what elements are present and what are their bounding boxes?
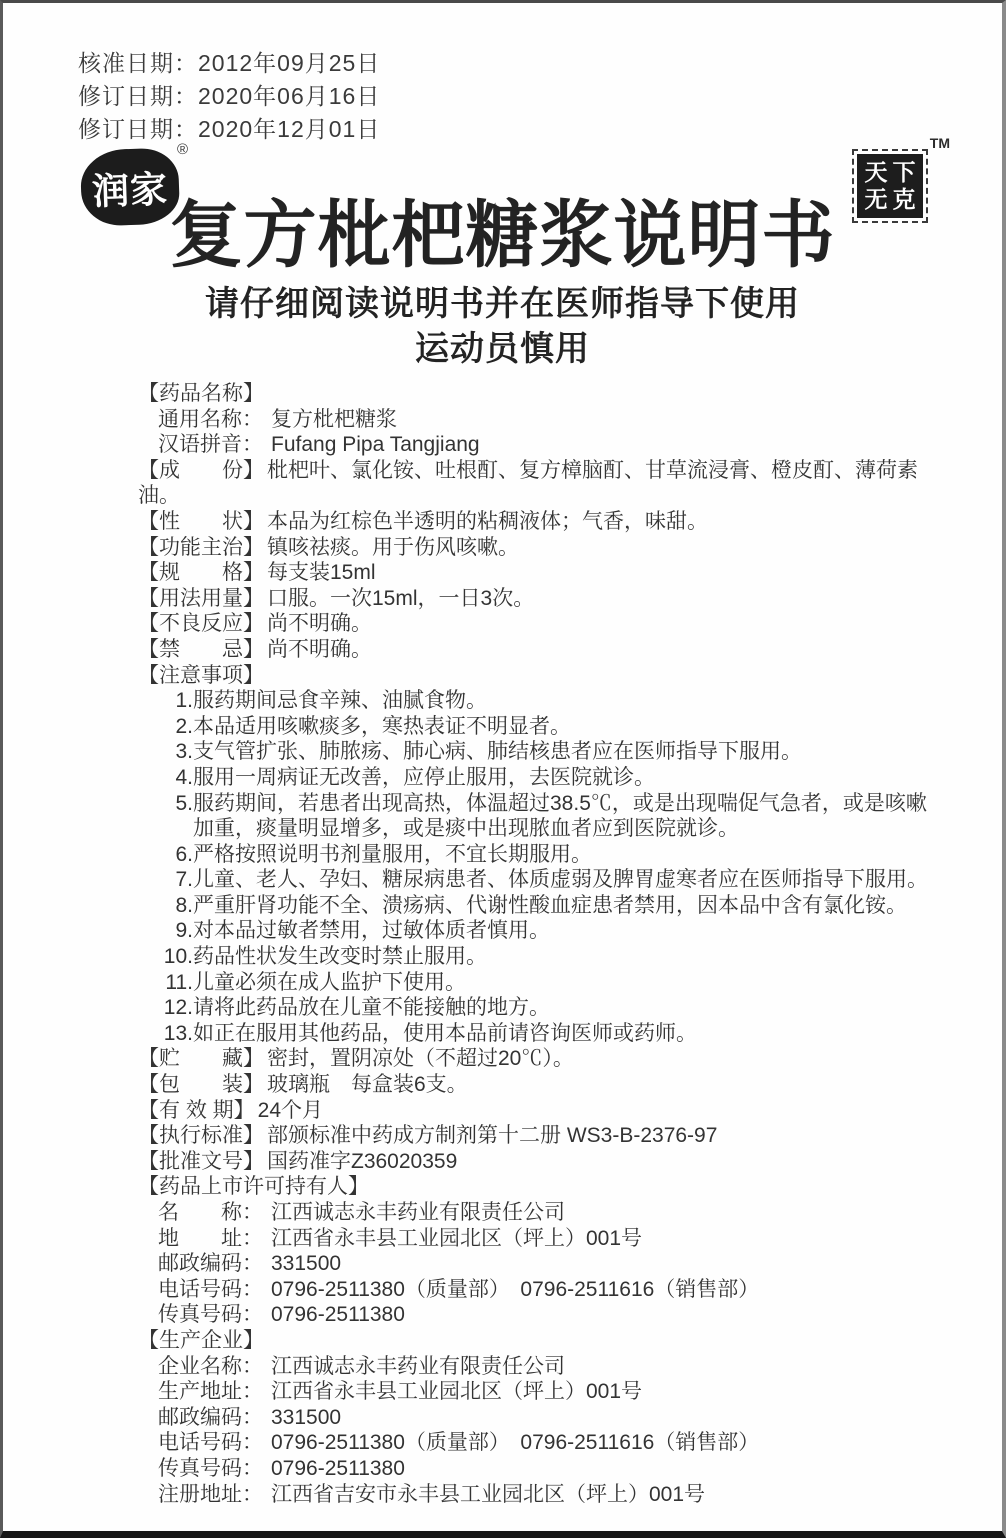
field-label: 邮政编码： [158,1405,263,1429]
spec-line: 8.严重肝肾功能不全、溃疡病、代谢性酸血症患者禁用，因本品中含有氯化铵。 [138,893,930,919]
spec-line: 通用名称： 复方枇杷糖浆 [158,407,397,431]
field-label: 【包 装】 [138,1073,264,1097]
item-number: 4. [175,765,193,789]
spec-line: 传真号码： 0796-2511380 [158,1456,405,1480]
field-label: 【有 效 期】 [138,1098,255,1122]
spec-line: 电话号码： 0796-2511380（质量部） 0796-2511616（销售部） [158,1277,760,1301]
field-label: 【注意事项】 [138,663,264,687]
item-number: 3. [175,740,193,764]
item-number: 11. [165,970,193,994]
field-label: 【药品名称】 [138,382,264,405]
athlete-caution-notice: 运动员慎用 [415,330,590,368]
field-label: 地 址： [158,1226,263,1250]
spec-line [138,381,930,407]
field-label: 【禁 忌】 [138,637,264,661]
field-label: 生产地址： [158,1380,263,1404]
field-label: 邮政编码： [158,1252,263,1276]
spec-line: 【有 效 期】 24个月 [138,1098,324,1122]
spec-line: 汉语拼音： Fufang Pipa Tangjiang [158,433,480,457]
seal-row-top: 天下 [864,159,921,185]
spec-line: 邮政编码： 331500 [158,1405,342,1429]
spec-line: 11.儿童必须在成人监护下使用。 [138,970,930,996]
tm-symbol: TM [929,135,950,151]
spec-line: 【包 装】 玻璃瓶 每盒装6支。 [138,1073,468,1097]
field-label: 【生产企业】 [138,1328,264,1352]
spec-line: 地 址： 江西省永丰县工业园北区（坪上）001号 [158,1226,643,1250]
field-label: 传真号码： [158,1303,263,1327]
field-label: 【药品上市许可持有人】 [138,1175,369,1199]
approval-dates [78,47,380,146]
spec-line: 3.支气管扩张、肺脓疡、肺心病、肺结核患者应在医师指导下服用。 [138,739,930,765]
item-number: 7. [175,868,193,892]
spec-line: 【禁 忌】 尚不明确。 [138,637,372,661]
spec-line: 企业名称： 江西诚志永丰药业有限责任公司 [158,1354,565,1378]
spec-line: 【用法用量】 口服。一次15ml，一日3次。 [138,586,535,610]
spec-line: 【功能主治】 镇咳祛痰。用于伤风咳嗽。 [138,535,519,559]
field-label: 【成 份】 [138,458,264,482]
field-label: 注册地址： [158,1482,263,1506]
field-label: 通用名称： [158,407,263,431]
item-number: 13. [163,1021,193,1045]
date-line: 核准日期：2012年09月25日 [78,50,381,76]
item-number: 6. [175,842,193,866]
spec-line [138,1328,930,1354]
spec-line: 注册地址： 江西省吉安市永丰县工业园北区（坪上）001号 [158,1482,706,1506]
spec-line: 【性 状】 本品为红棕色半透明的粘稠液体；气香，味甜。 [138,509,708,533]
spec-line: 【贮 藏】 密封，置阴凉处（不超过20℃）。 [138,1047,574,1071]
spec-line: 10.药品性状发生改变时禁止服用。 [138,944,930,970]
spec-line: 【批准文号】 国药准字Z36020359 [138,1149,458,1173]
spec-body [138,381,930,1507]
item-number: 8. [175,893,193,917]
field-label: 【用法用量】 [138,586,264,610]
item-number: 9. [175,919,193,943]
seal-row-bottom: 无克 [864,186,921,212]
spec-line: 【不良反应】 尚不明确。 [138,612,372,636]
item-number: 1. [175,689,193,713]
field-label: 【批准文号】 [138,1149,264,1173]
spec-line: 7.儿童、老人、孕妇、糖尿病患者、体质虚弱及脾胃虚寒者应在医师指导下服用。 [138,867,930,893]
field-label: 企业名称： [158,1354,263,1378]
date-line: 修订日期：2020年12月01日 [78,116,381,142]
spec-line [138,663,930,689]
date-line: 修订日期：2020年06月16日 [78,83,381,109]
spec-line: 2.本品适用咳嗽痰多，寒热表证不明显者。 [138,714,930,740]
spec-line: 5.服药期间，若患者出现高热，体温超过38.5℃，或是出现喘促气急者，或是咳嗽加重，痰量明显增多，或是痰中出现脓血者应到医院就诊。 [138,791,930,842]
spec-line: 【成 份】 枇杷叶、氯化铵、吐根酊、复方樟脑酊、甘草流浸膏、橙皮酊、薄荷素油。 [138,458,918,508]
field-label: 【规 格】 [138,561,264,585]
spec-line: 6.严格按照说明书剂量服用，不宜长期服用。 [138,842,930,868]
spec-line: 电话号码： 0796-2511380（质量部） 0796-2511616（销售部） [158,1431,760,1455]
field-label: 电话号码： [158,1431,263,1455]
read-carefully-notice: 请仔细阅读说明书并在医师指导下使用 [205,285,800,323]
spec-line [138,1174,930,1200]
item-number: 10. [163,945,193,969]
title-block [3,193,1002,371]
spec-line: 邮政编码： 331500 [158,1252,342,1276]
spec-line: 【执行标准】 部颁标准中药成方制剂第十二册 WS3-B-2376-97 [138,1124,718,1148]
spec-line: 名 称： 江西诚志永丰药业有限责任公司 [158,1201,565,1224]
spec-line: 9.对本品过敏者禁用，过敏体质者慎用。 [138,918,930,944]
spec-line: 生产地址： 江西省永丰县工业园北区（坪上）001号 [158,1380,643,1404]
field-label: 【贮 藏】 [138,1047,264,1071]
item-number: 12. [163,996,193,1020]
field-label: 【执行标准】 [138,1124,264,1148]
spec-line: 传真号码： 0796-2511380 [158,1303,405,1327]
spec-line: 【规 格】 每支装15ml [138,561,376,585]
field-label: 【功能主治】 [138,535,264,559]
field-label: 传真号码： [158,1456,263,1480]
spec-line: 4.服用一周病证无改善，应停止服用，去医院就诊。 [138,765,930,791]
spec-line: 13.如正在服用其他药品，使用本品前请咨询医师或药师。 [138,1021,930,1047]
spec-line: 12.请将此药品放在儿童不能接触的地方。 [138,995,930,1021]
document-title: 复方枇杷糖浆说明书 [169,195,836,276]
field-label: 【不良反应】 [138,612,264,636]
spec-line: 1.服药期间忌食辛辣、油腻食物。 [138,688,930,714]
runjia-logo-mark: 润家 [80,147,181,226]
item-number: 2. [175,714,193,738]
item-number: 5. [175,791,193,815]
field-label: 【性 状】 [138,509,264,533]
field-label: 名 称： [158,1201,263,1224]
field-label: 汉语拼音： [158,433,263,457]
registered-trademark-icon: ® [177,141,189,158]
field-label: 电话号码： [158,1277,263,1301]
